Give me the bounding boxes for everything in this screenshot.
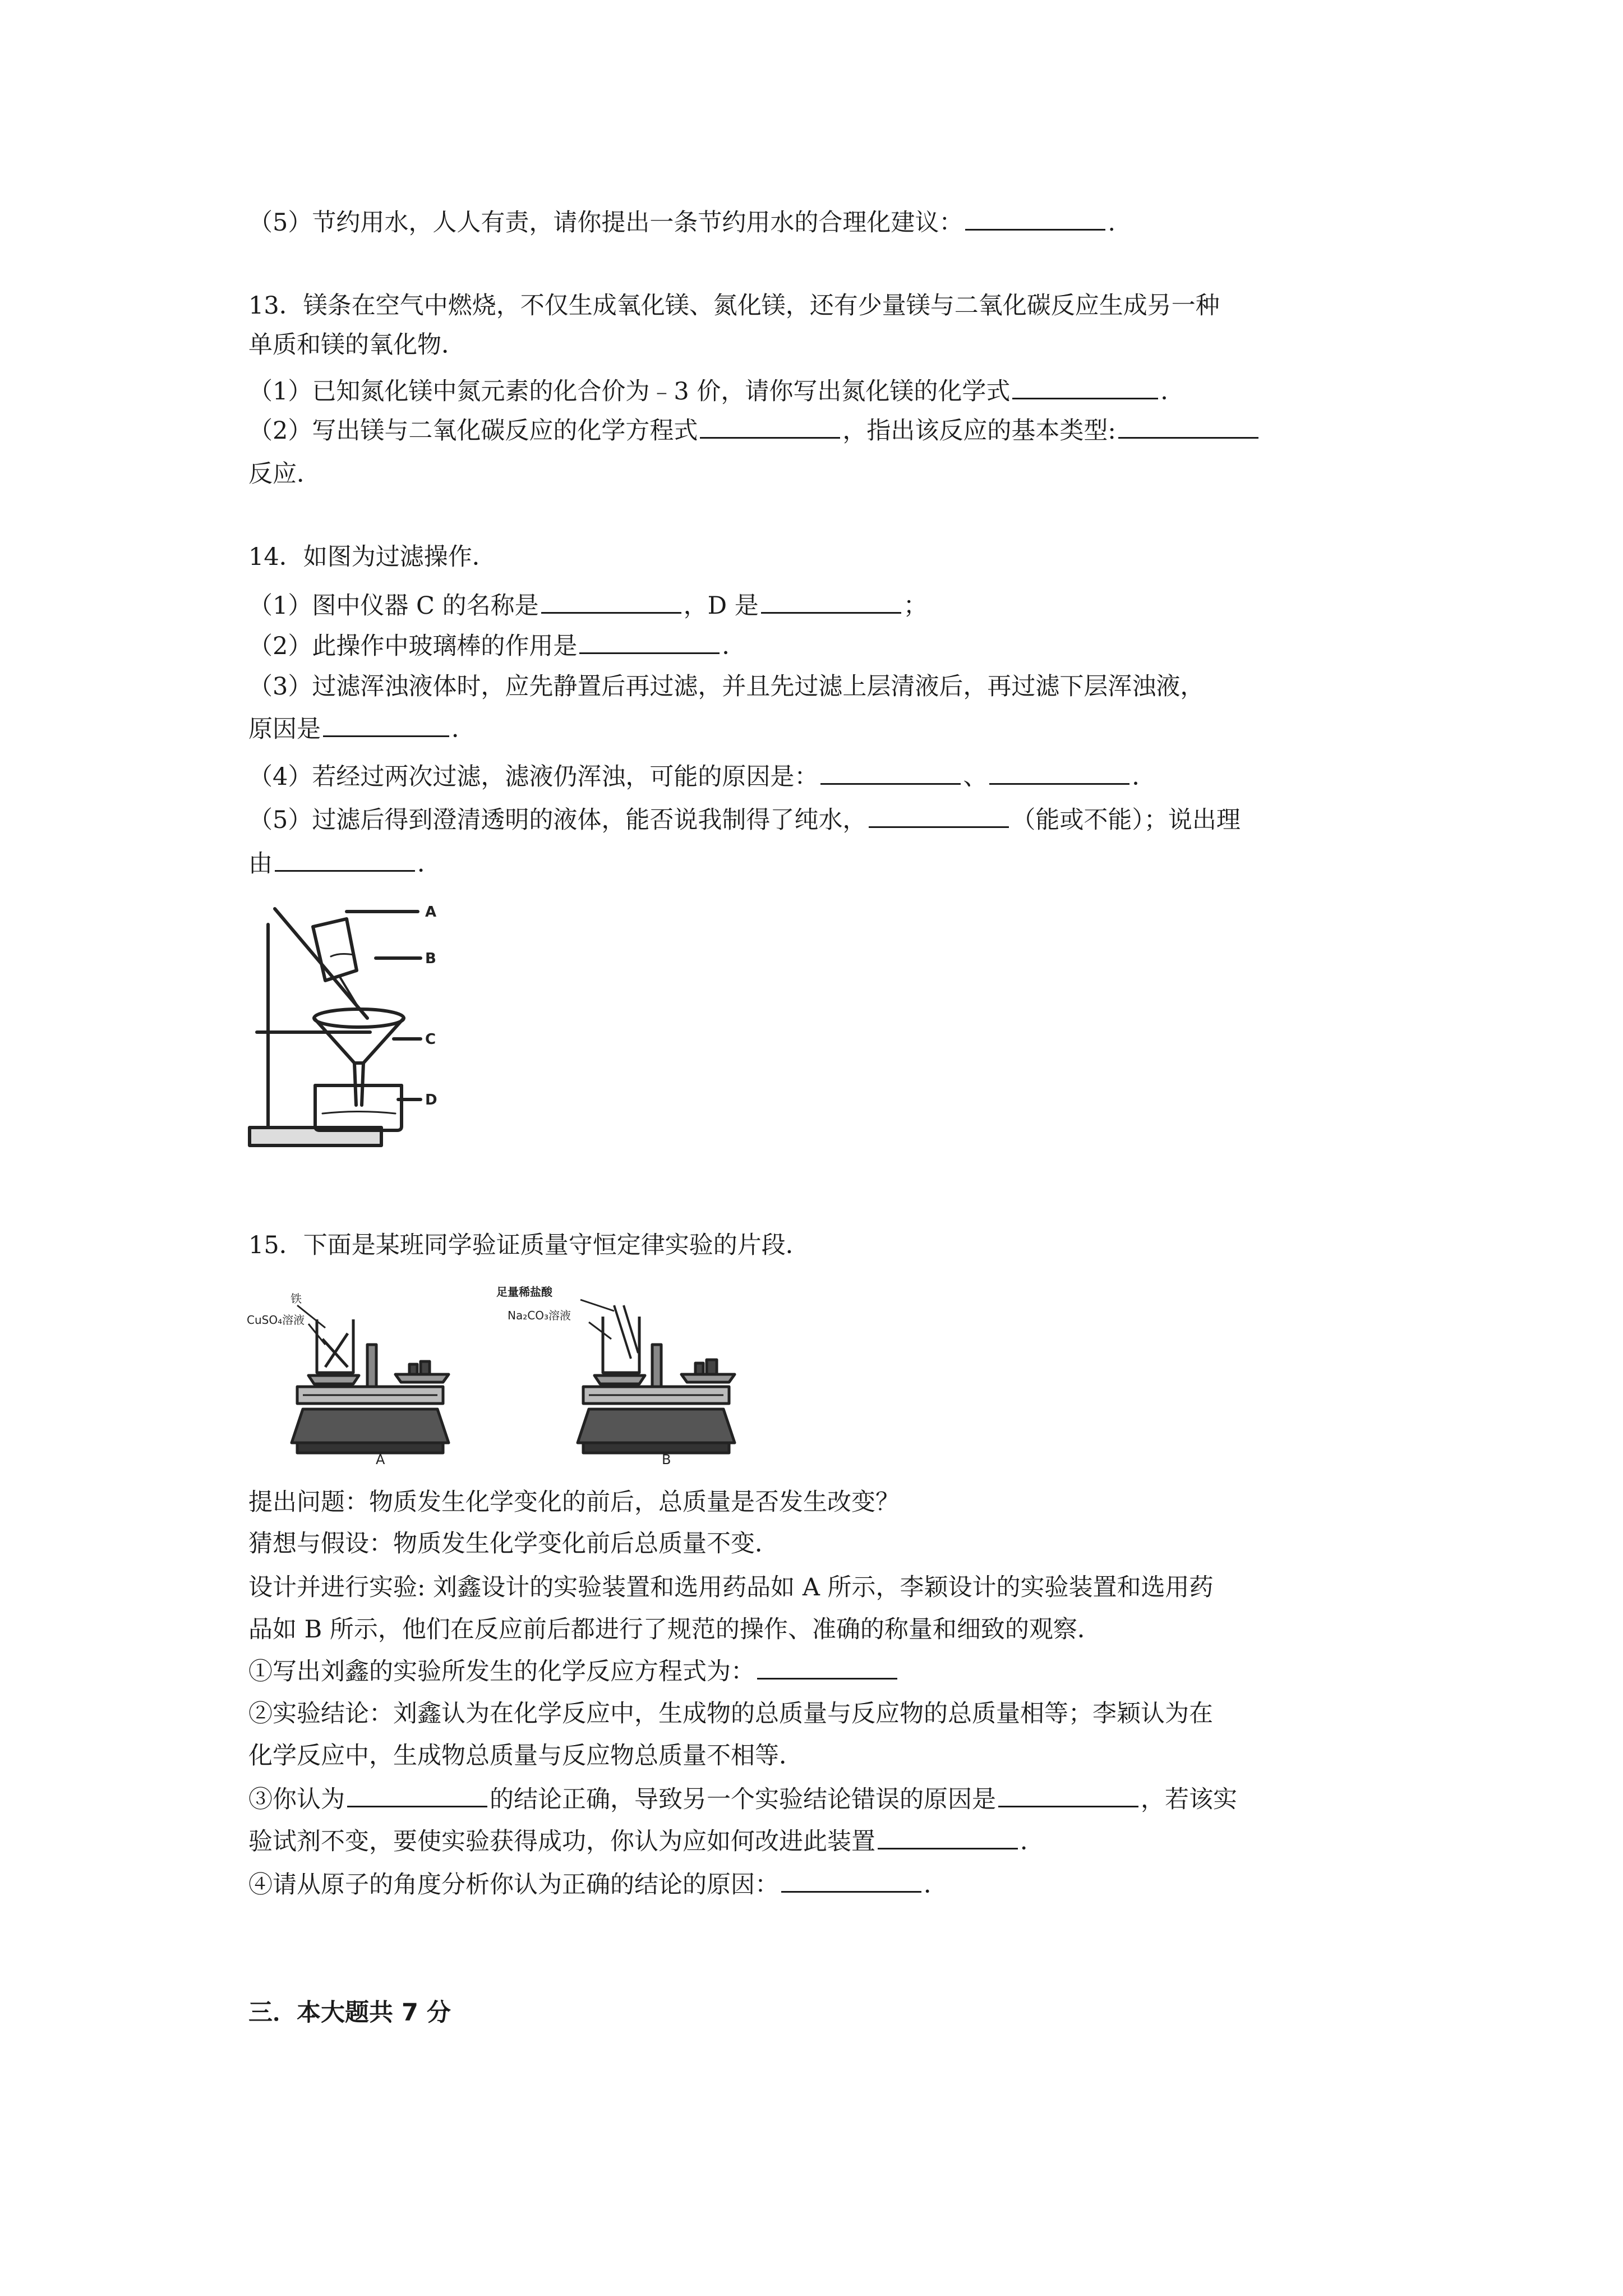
answer-blank[interactable] [541, 590, 681, 614]
answer-blank[interactable] [878, 1825, 1018, 1849]
answer-blank[interactable] [275, 848, 415, 872]
balance-base [292, 1409, 449, 1443]
answer-blank[interactable] [781, 1869, 921, 1893]
figure-label-a: A [425, 904, 437, 921]
q14-item2: （2）此操作中玻璃棒的作用是 ． [248, 629, 746, 663]
q15-p1: 提出问题：物质发生化学变化的前后，总质量是否发生改变？ [248, 1488, 900, 1516]
label-na2co3-solution: Na₂CO₃溶液 [508, 1309, 571, 1322]
label-iron: 铁 [291, 1292, 302, 1305]
q14-item5-line1: （5）过滤后得到澄清透明的液体，能否说我制得了纯水， （能或不能）；说出理 [248, 803, 1241, 837]
q15-s3-line1: ③你认为 的结论正确，导致另一个实验结论错误的原因是 ，若该实 [248, 1783, 1237, 1816]
beaker [317, 1319, 353, 1373]
label-cuso4-solution: CuSO₄溶液 [247, 1313, 305, 1327]
figure-caption-a: A [376, 1452, 385, 1465]
answer-blank[interactable] [761, 590, 901, 614]
figure-label-d: D [425, 1092, 437, 1108]
q14-item1: （1）图中仪器 C 的名称是 ，D 是 ； [248, 589, 928, 623]
beaker-a [313, 919, 357, 981]
answer-blank[interactable] [965, 206, 1105, 231]
figure-label-c: C [425, 1031, 436, 1048]
q15-s1: ①写出刘鑫的实验所发生的化学反应方程式为： [248, 1655, 900, 1688]
q15-p2: 猜想与假设：物质发生化学变化前后总质量不变． [248, 1530, 779, 1558]
filtration-apparatus-figure [247, 892, 505, 1172]
section-3-heading: 三．本大题共 7 分 [248, 1999, 451, 2027]
q15-s4: ④请从原子的角度分析你认为正确的结论的原因： ． [248, 1868, 948, 1902]
q14-stem: 14．如图为过滤操作． [248, 543, 496, 571]
balance-figure-b [494, 1274, 763, 1465]
q12-item5-text: （5）节约用水，人人有责，请你提出一条节约用水的合理化建议： [248, 209, 963, 237]
figure-caption-b: B [662, 1452, 671, 1465]
figure-label-b: B [425, 950, 436, 967]
q14-item3-line2: 原因是 ． [248, 712, 476, 746]
q13-item1: （1）已知氮化镁中氮元素的化合价为﹣3 价，请你写出氮化镁的化学式 ． [248, 375, 1184, 408]
answer-blank[interactable] [757, 1655, 897, 1680]
q15-p3-line1: 设计并进行实验: 刘鑫设计的实验装置和选用药品如 A 所示，李颖设计的实验装置和选用药 [248, 1573, 1214, 1602]
q15-s3-line2: 验试剂不变，要使实验获得成功，你认为应如何改进此装置 ． [248, 1825, 1044, 1858]
answer-blank[interactable] [1118, 415, 1258, 439]
answer-blank[interactable] [869, 804, 1009, 828]
q15-p3-line2: 品如 B 所示，他们在反应前后都进行了规范的操作、准确的称量和细致的观察． [248, 1616, 1101, 1644]
q13-item2-line2: 反应． [248, 460, 321, 488]
q15-s2-line2: 化学反应中，生成物总质量与反应物总质量不相等． [248, 1742, 803, 1770]
q12-item5: （5）节约用水，人人有责，请你提出一条节约用水的合理化建议： . [248, 206, 1115, 240]
beaker-d [315, 1085, 402, 1130]
answer-blank[interactable] [1012, 375, 1158, 399]
q13-stem-line2: 单质和镁的氧化物． [248, 331, 465, 359]
answer-blank[interactable] [700, 415, 840, 439]
label-excess-dilute-hcl: 足量稀盐酸 [496, 1285, 552, 1299]
q13-stem-line1: 13．镁条在空气中燃烧，不仅生成氧化镁、氮化镁，还有少量镁与二氧化碳反应生成另一种 [248, 292, 1220, 320]
funnel-c [314, 1009, 404, 1027]
q15-s2-line1: ②实验结论：刘鑫认为在化学反应中，生成物的总质量与反应物的总质量相等；李颖认为在 [248, 1700, 1213, 1728]
answer-blank[interactable] [998, 1783, 1138, 1807]
balance-base [578, 1409, 735, 1443]
q14-item3-line1: （3）过滤浑浊液体时，应先静置后再过滤，并且先过滤上层清液后，再过滤下层浑浊液， [248, 673, 1205, 701]
answer-blank[interactable] [989, 761, 1129, 785]
q14-item4: （4）若经过两次过滤，滤液仍浑浊，可能的原因是： 、 ． [248, 760, 1156, 794]
answer-blank[interactable] [820, 761, 961, 785]
answer-blank[interactable] [579, 630, 720, 654]
q13-item2: （2）写出镁与二氧化碳反应的化学方程式 ，指出该反应的基本类型: [248, 414, 1261, 448]
answer-blank[interactable] [323, 713, 449, 737]
q14-item5-line2: 由 ． [248, 847, 441, 881]
balance-figure-a [247, 1274, 482, 1465]
answer-blank[interactable] [347, 1783, 487, 1807]
q15-stem: 15．下面是某班同学验证质量守恒定律实验的片段． [248, 1231, 810, 1259]
